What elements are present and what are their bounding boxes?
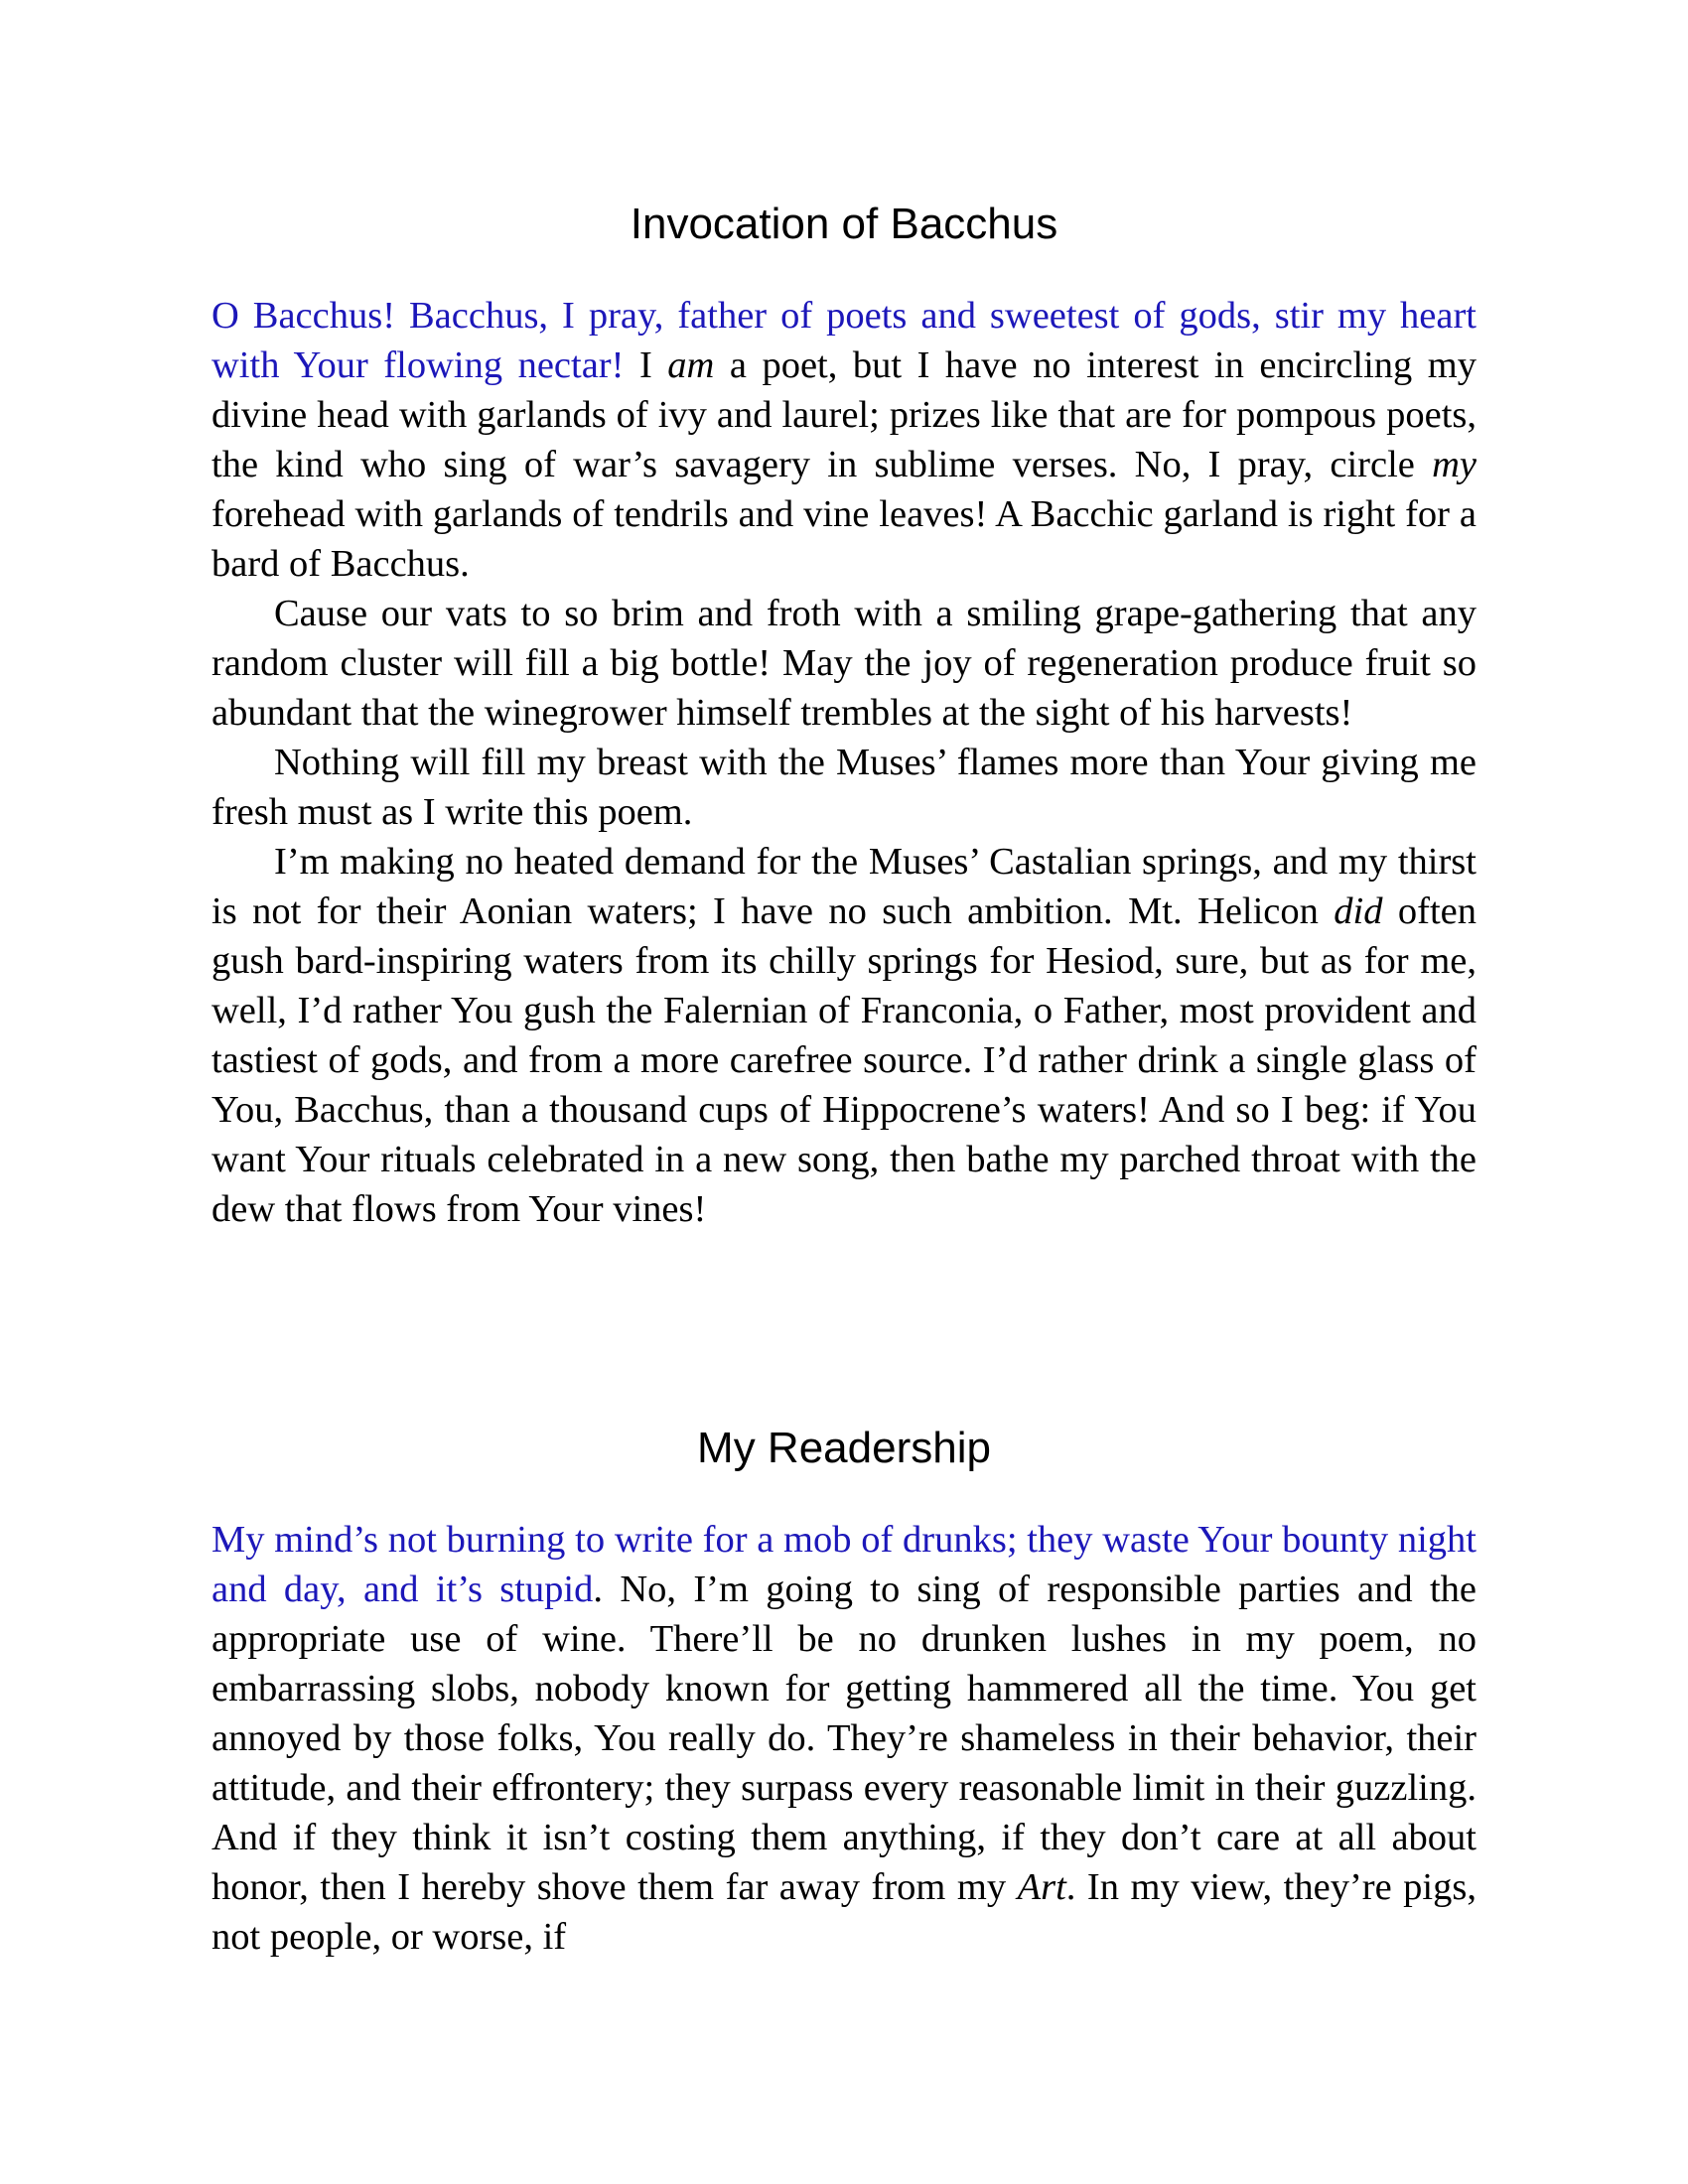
section-body-invocation bbox=[211, 291, 1477, 1234]
emphasis: my bbox=[1432, 444, 1477, 485]
paragraph-3: Nothing will fill my breast with the Muses’ flames more than Your giving me fresh must as I write this poem. bbox=[211, 742, 1477, 833]
text-run: a poet, but I have no interest in encircling my divine head with garlands of ivy and laurel; prizes like that are for pompous poets, the kind who sing of war’s savagery in sublime verses. No, I pray, circle bbox=[211, 344, 1477, 485]
text-run: often gush bard-inspiring waters from its chilly springs for Hesiod, sure, but as for me, well, I’d rather You gush the Falernian of Franconia, o Father, most provident and tastiest of gods, and from a more carefree source. I’d rather drink a single glass of You, Bacchus, than a thousand cups of Hippocrene’s waters! And so I beg: if You want Your rituals celebrated in a new song, then bathe my parched throat with the dew that flows from Your vines! bbox=[211, 890, 1477, 1230]
paragraph-2: Cause our vats to so brim and froth with a smiling grape-gathering that any random cluster will fill a big bottle! May the joy of regeneration produce fruit so abundant that the winegrower himself trembles at the sight of his harvests! bbox=[211, 593, 1477, 734]
paragraph-1 bbox=[211, 1515, 1477, 1962]
section-body-readership bbox=[211, 1515, 1477, 1962]
highlighted-text[interactable]: O Bacchus! Bacchus, I pray, father of poets and sweetest of gods, stir my heart with Your flowing nectar! bbox=[211, 295, 1477, 386]
highlighted-text[interactable]: My mind’s not burning to write for a mob of drunks; they waste Your bounty night and day, and it’s stupid bbox=[211, 1519, 1477, 1610]
text-run: . In my view, they’re pigs, not people, or worse, if bbox=[211, 1866, 1477, 1958]
emphasis: did bbox=[1334, 890, 1383, 932]
paragraph-4 bbox=[211, 837, 1477, 1234]
emphasis: am bbox=[667, 344, 715, 386]
section-title-readership: My Readership bbox=[697, 1424, 991, 1472]
paragraph-1 bbox=[211, 291, 1477, 589]
text-run: I’m making no heated demand for the Muses’ Castalian springs, and my thirst is not for their Aonian waters; I have no such ambition. Mt. Helicon bbox=[211, 841, 1477, 932]
emphasis: Art bbox=[1017, 1866, 1066, 1908]
section-title-invocation: Invocation of Bacchus bbox=[630, 200, 1058, 248]
text-run: I bbox=[624, 344, 668, 386]
text-run: forehead with garlands of tendrils and vine leaves! A Bacchic garland is right for a bard of Bacchus. bbox=[211, 493, 1477, 585]
text-run: . No, I’m going to sing of responsible parties and the appropriate use of wine. There’ll be no drunken lushes in my poem, no embarrassing slobs, nobody known for getting hammered all the time. You get annoyed by those folks, You really do. They’re shameless in their behavior, their attitude, and their effrontery; they surpass every reasonable limit in their guzzling. And if they think it isn’t costing them anything, if they don’t care at all about honor, then I hereby shove them far away from my bbox=[211, 1569, 1477, 1908]
document-page bbox=[211, 0, 1477, 2184]
